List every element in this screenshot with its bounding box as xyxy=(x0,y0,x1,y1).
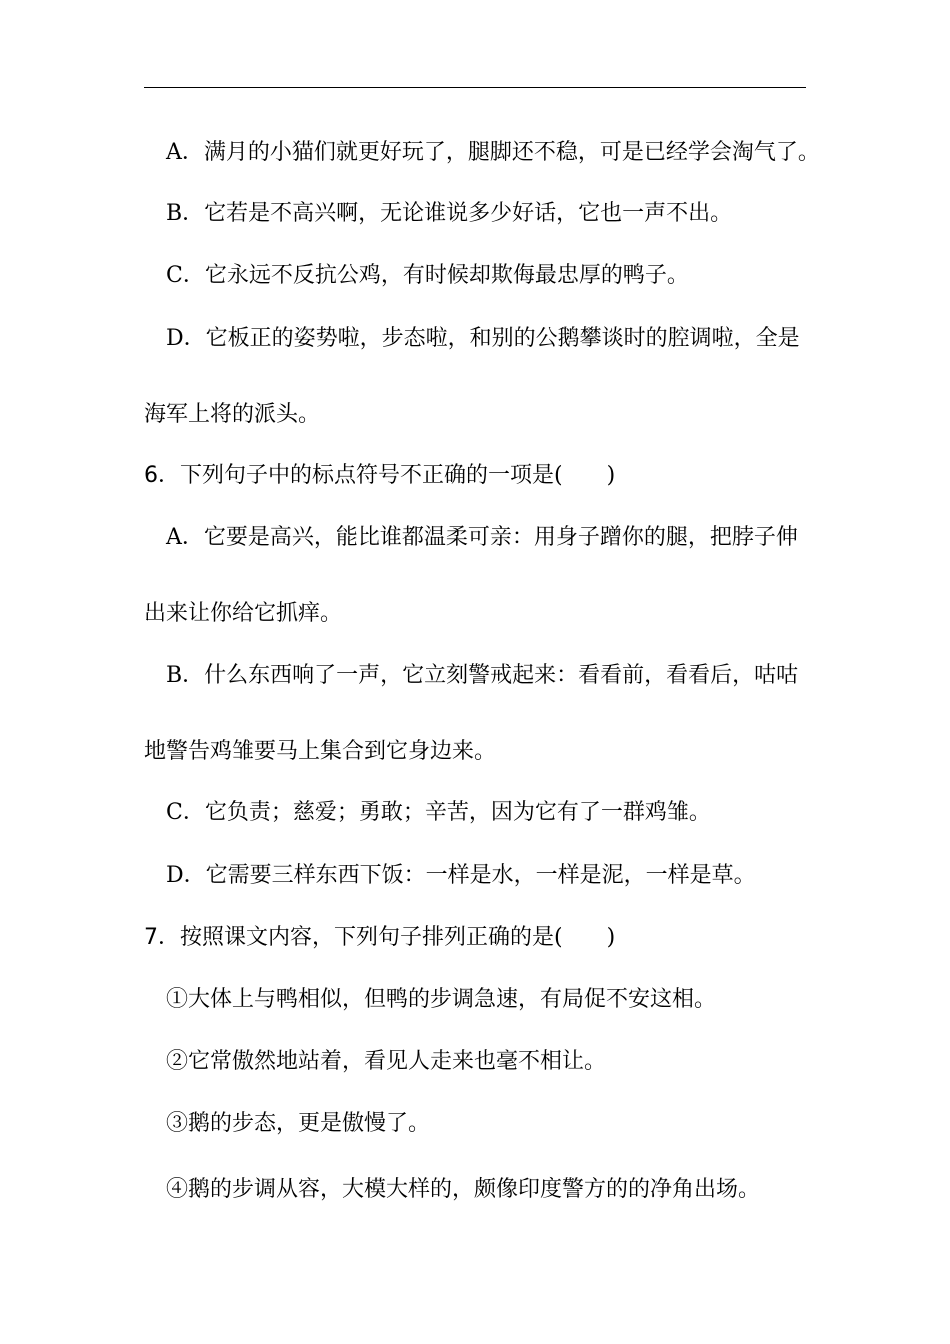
q6-option-b-line1: B．什么东西响了一声，它立刻警戒起来：看看前，看看后，咕咕 xyxy=(166,663,799,688)
question-6-number: 6． xyxy=(144,463,180,488)
option-b-prev: B．它若是不高兴啊，无论谁说多少好话，它也一声不出。 xyxy=(166,201,733,226)
q7-item-3: ③鹅的步态，更是傲慢了。 xyxy=(166,1111,431,1136)
q7-item-4: ④鹅的步调从容，大模大样的，颇像印度警方的的净角出场。 xyxy=(166,1177,761,1202)
question-6-text: 下列句子中的标点符号不正确的一项是( xyxy=(180,463,563,488)
header-rule xyxy=(144,87,806,88)
option-c-prev: C．它永远不反抗公鸡，有时候却欺侮最忠厚的鸭子。 xyxy=(166,263,689,288)
q7-item-2: ②它常傲然地站着，看见人走来也毫不相让。 xyxy=(166,1049,607,1074)
q6-option-b-line2: 地警告鸡雏要马上集合到它身边来。 xyxy=(144,739,497,764)
question-7-text: 按照课文内容，下列句子排列正确的是( xyxy=(180,925,563,950)
q7-item-1: ①大体上与鸭相似，但鸭的步调急速，有局促不安这相。 xyxy=(166,987,717,1012)
question-7-stem xyxy=(144,924,615,952)
question-7-close: ) xyxy=(606,925,616,950)
option-d-prev-line2: 海军上将的派头。 xyxy=(144,402,321,427)
question-6-stem xyxy=(144,462,615,490)
option-a-prev: A．满月的小猫们就更好玩了，腿脚还不稳，可是已经学会淘气了。 xyxy=(166,140,820,165)
question-6-close: ) xyxy=(606,463,616,488)
q6-option-d: D．它需要三样东西下饭：一样是水，一样是泥，一样是草。 xyxy=(166,863,756,888)
q6-option-a-line1: A．它要是高兴，能比谁都温柔可亲：用身子蹭你的腿，把脖子伸 xyxy=(166,525,798,550)
q6-option-c: C．它负责；慈爱；勇敢；辛苦，因为它有了一群鸡雏。 xyxy=(166,800,711,825)
question-7-number: 7． xyxy=(144,925,180,950)
q6-option-a-line2: 出来让你给它抓痒。 xyxy=(144,601,343,626)
option-d-prev-line1: D．它板正的姿势啦，步态啦，和别的公鹅攀谈时的腔调啦，全是 xyxy=(166,326,800,351)
